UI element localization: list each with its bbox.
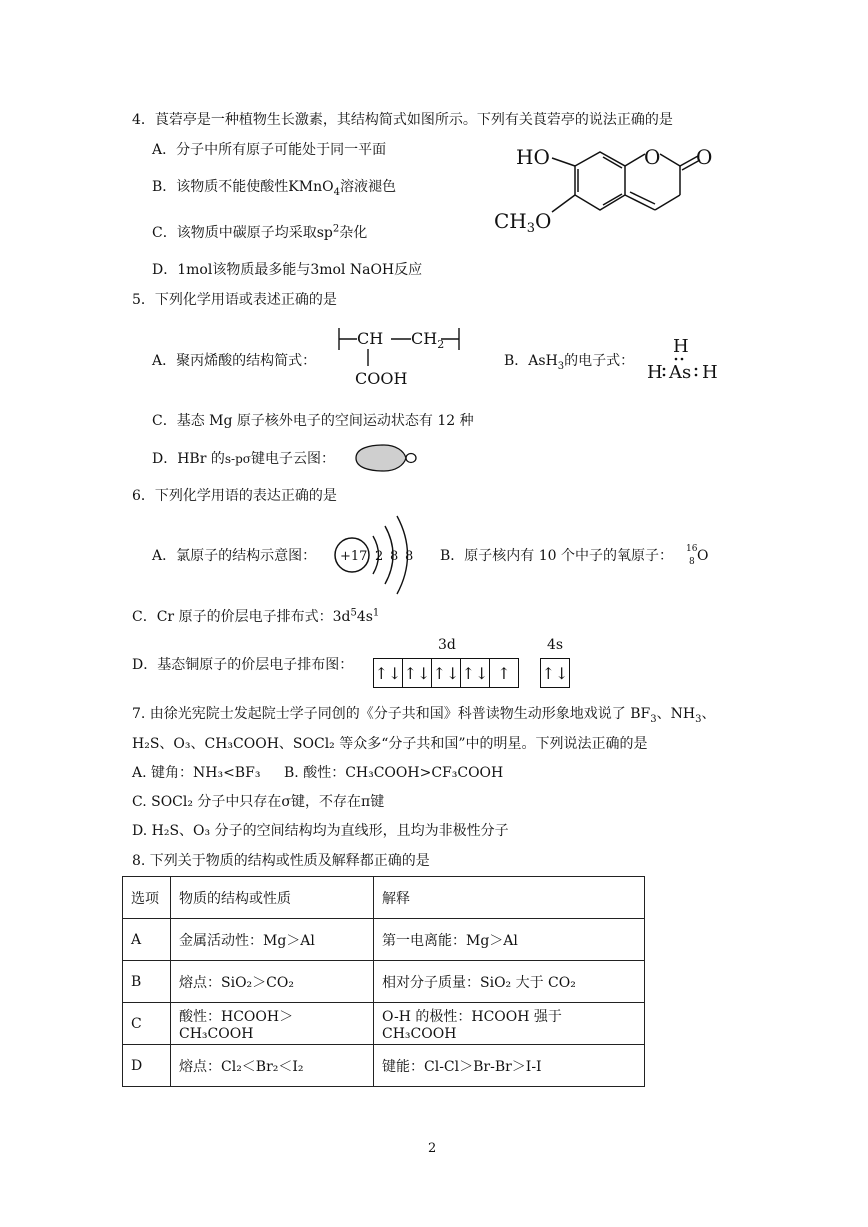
- row-option: A: [123, 919, 171, 961]
- q7-stem-line-2: H₂S、O₃、CH₃COOH、SOCl₂ 等众多“分子共和国”中的明星。下列说法正确的是: [132, 736, 648, 752]
- hbr-s-p-sigma-bond-cloud: [352, 442, 418, 474]
- ho-label: HO: [516, 145, 550, 169]
- orbital-label-4s: 4s: [547, 637, 564, 653]
- ash3-electron-dot-structure: [640, 334, 725, 386]
- row-option: D: [123, 1045, 171, 1087]
- q7-stem-line-1: 7. 由徐光宪院士发起院士学子同创的《分子共和国》科普读物生动形象地戏说了 $BF_3$、$NH_3$、: [132, 706, 716, 725]
- orbital-box: ↑↓: [403, 659, 432, 687]
- shell-3-electrons: 8: [405, 549, 414, 564]
- q7-option-b: B. 酸性：CH₃COOH>CF₃COOH: [284, 765, 504, 781]
- h-right-label: H: [702, 362, 718, 383]
- q6-option-c: C．Cr 原子的价层电子排布式：$3d^54s^1$: [132, 607, 380, 625]
- row-option: C: [123, 1003, 171, 1045]
- row-property: 熔点：SiO₂＞CO₂: [171, 961, 374, 1003]
- orbital-box: ↑↓: [374, 659, 403, 687]
- carbonyl-oxygen-label: O: [696, 145, 713, 169]
- q6-option-b: B．原子核内有 10 个中子的氧原子：: [440, 548, 674, 564]
- h-left-label: H: [647, 362, 663, 383]
- row-property: 金属活动性：Mg＞Al: [171, 919, 374, 961]
- row-property: 酸性：HCOOH＞CH₃COOH: [171, 1003, 374, 1045]
- row-explanation: 键能：Cl-Cl＞Br-Br＞I-I: [374, 1045, 645, 1087]
- header-explanation: 解释: [374, 877, 645, 919]
- q4-option-b: B．该物质不能使酸性KMnO$_4$溶液褪色: [152, 179, 396, 198]
- as-label: As: [669, 362, 692, 383]
- table-row: [123, 1003, 645, 1045]
- table-header-row: [123, 877, 645, 919]
- q7-option-c: C. SOCl₂ 分子中只存在σ键，不存在π键: [132, 794, 385, 810]
- q5-option-b: B．AsH$_3$的电子式：: [504, 353, 635, 372]
- header-option: 选项: [123, 877, 171, 919]
- q5-option-a: A．聚丙烯酸的结构简式：: [152, 353, 317, 369]
- q6-stem: 6．下列化学用语的表达正确的是: [132, 488, 337, 504]
- orbital-label-3d: 3d: [438, 637, 456, 653]
- q5-stem: 5．下列化学用语或表述正确的是: [132, 292, 337, 308]
- q4-option-a: A．分子中所有原子可能处于同一平面: [152, 142, 387, 158]
- row-explanation: 第一电离能：Mg＞Al: [374, 919, 645, 961]
- chlorine-atom-structure-diagram: [330, 512, 420, 598]
- orbital-box: ↑↓: [461, 659, 490, 687]
- row-option: B: [123, 961, 171, 1003]
- methoxy-label: $CH_3O$: [494, 209, 552, 236]
- oxygen-16-nuclide: 16 8 O: [686, 544, 709, 567]
- ch-label: CH: [357, 329, 384, 348]
- row-explanation: 相对分子质量：SiO₂ 大于 CO₂: [374, 961, 645, 1003]
- q5-option-d: D．HBr 的s-pσ键电子云图：: [152, 451, 335, 467]
- orbital-box: ↑: [497, 663, 511, 683]
- header-property: 物质的结构或性质: [171, 877, 374, 919]
- table-row: [123, 919, 645, 961]
- orbital-box: ↑↓: [432, 659, 461, 687]
- cooh-label: COOH: [355, 369, 408, 388]
- nucleus-charge: +17: [340, 549, 368, 564]
- row-property: 熔点：Cl₂＜Br₂＜I₂: [171, 1045, 374, 1087]
- q5-option-c: C．基态 Mg 原子核外电子的空间运动状态有 12 种: [152, 413, 474, 429]
- row-explanation: O-H 的极性：HCOOH 强于 CH₃COOH: [374, 1003, 645, 1045]
- shell-1-electrons: 2: [375, 549, 384, 564]
- q6-option-d: D．基态铜原子的价层电子排布图：: [132, 657, 354, 673]
- q6-option-a: A．氯原子的结构示意图：: [152, 548, 317, 564]
- orbital-diagram-3d: [373, 658, 519, 688]
- table-row: [123, 1045, 645, 1087]
- polyacrylic-acid-structure: [335, 322, 470, 392]
- orbital-diagram-4s: [540, 658, 570, 688]
- orbital-box: ↑↓: [541, 663, 569, 683]
- shell-2-electrons: 8: [390, 549, 399, 564]
- page-number: 2: [428, 1141, 437, 1156]
- q7-option-d: D. H₂S、O₃ 分子的空间结构均为直线形，且均为非极性分子: [132, 823, 509, 839]
- q4-stem: 4．莨菪亭是一种植物生长激素，其结构简式如图所示。下列有关莨菪亭的说法正确的是: [132, 112, 673, 128]
- q4-option-c: C．该物质中碳原子均采取$sp^2$杂化: [152, 223, 368, 241]
- q7-option-a: A. 键角：NH₃<BF₃: [132, 765, 261, 781]
- q4-option-d: D．1mol该物质最多能与3mol NaOH反应: [152, 262, 423, 278]
- ch2-label: $CH_2$: [411, 329, 445, 351]
- ring-oxygen-label: O: [644, 145, 661, 169]
- q8-stem: 8. 下列关于物质的结构或性质及解释都正确的是: [132, 853, 430, 869]
- table-row: [123, 961, 645, 1003]
- h-top-label: H: [673, 336, 689, 357]
- q8-table: [122, 876, 645, 1087]
- scopoletin-structure-diagram: [490, 140, 730, 240]
